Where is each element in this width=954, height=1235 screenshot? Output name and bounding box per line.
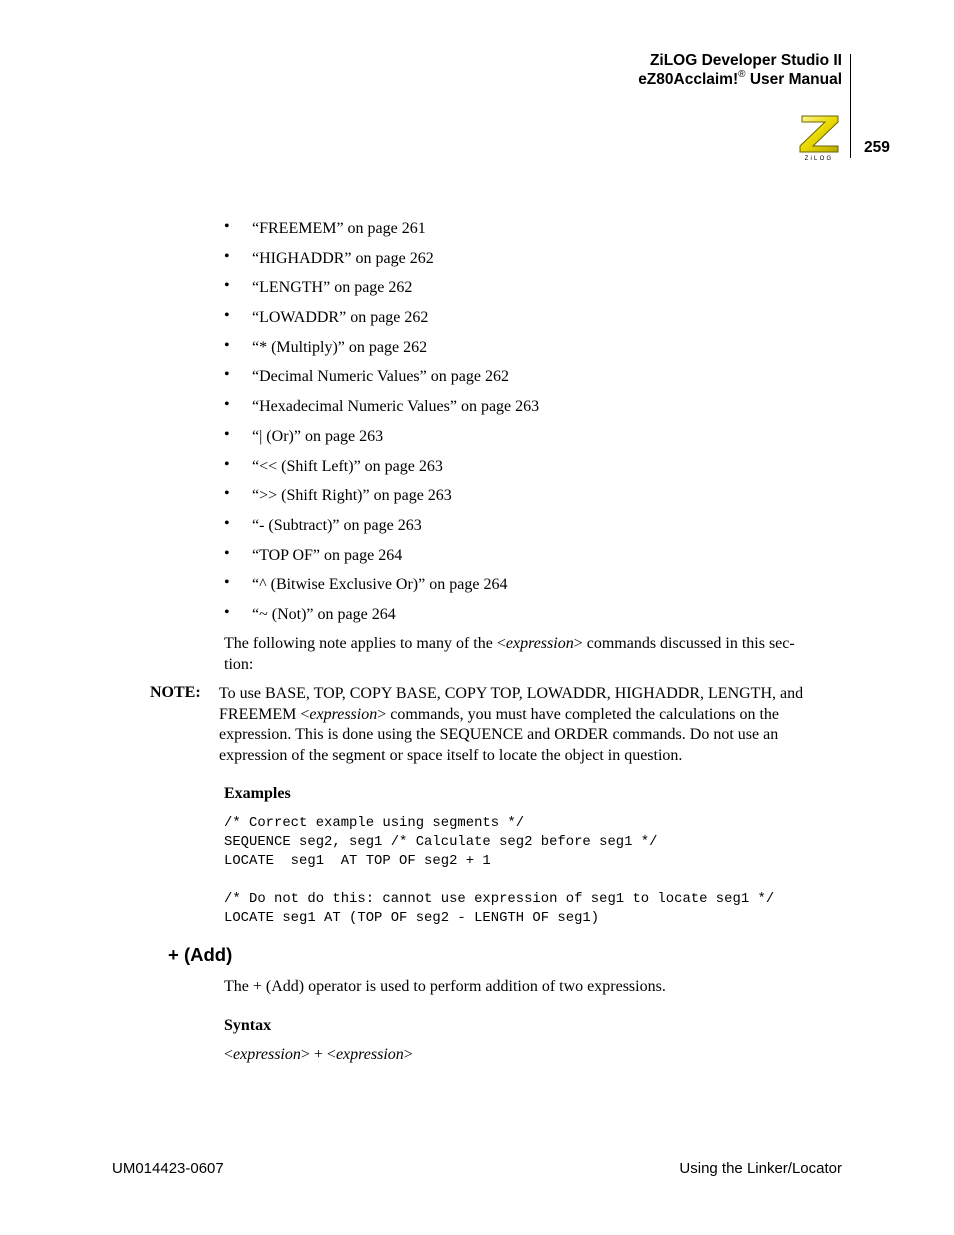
cross-reference-link[interactable]: “FREEMEM” on page 261 [252, 220, 426, 237]
bullet-icon: • [224, 485, 230, 503]
syntax-heading: Syntax [224, 1017, 272, 1034]
bullet-icon: • [224, 425, 230, 443]
footer-doc-id: UM014423-0607 [112, 1160, 224, 1177]
add-section-heading: + (Add) [168, 944, 233, 965]
cross-reference-link[interactable]: “| (Or)” on page 263 [252, 427, 384, 445]
cross-reference-link[interactable]: “Decimal Numeric Values” on page 262 [252, 368, 509, 386]
footer-section-title: Using the Linker/Locator [679, 1160, 842, 1177]
cross-reference-link[interactable]: “LOWADDR” on page 262 [252, 309, 429, 327]
bullet-icon: • [224, 455, 230, 473]
manual-title-line2 [638, 71, 842, 89]
cross-reference-link[interactable]: “~ (Not)” on page 264 [252, 605, 396, 623]
code-example: /* Correct example using segments */ SEQUENCE seg2, seg1 /* Calculate seg2 before seg1 */ LOCATE seg1 AT TOP OF seg2 + 1 /* Do not do this: cannot use expression of seg1 to locate seg1 */ LOCATE seg1 AT (TOP OF seg2 - LENGTH OF seg1) [224, 815, 775, 926]
cross-reference-link[interactable]: “>> (Shift Right)” on page 263 [252, 487, 452, 505]
zilog-logo [796, 113, 842, 161]
cross-reference-link[interactable]: “<< (Shift Left)” on page 263 [252, 457, 443, 475]
bullet-icon: • [224, 366, 230, 384]
manual-type: User Manual [749, 71, 842, 88]
cross-reference-link[interactable]: “LENGTH” on page 262 [252, 279, 413, 297]
examples-heading: Examples [224, 785, 291, 802]
cross-reference-link[interactable]: “Hexadecimal Numeric Values” on page 263 [252, 398, 540, 416]
cross-reference-link[interactable]: “* (Multiply)” on page 262 [252, 338, 428, 356]
manual-title-line1: ZiLOG Developer Studio II [649, 52, 842, 69]
cross-reference-link[interactable]: “TOP OF” on page 264 [252, 546, 403, 564]
note-label: NOTE: [150, 684, 201, 701]
intro-paragraph: The following note applies to many of the <expression> commands discussed in this sec- tion: [224, 635, 795, 673]
bullet-icon: • [224, 277, 230, 295]
bullet-icon: • [224, 336, 230, 354]
bullet-icon: • [224, 574, 230, 592]
logo-wordmark: ZiLOG [804, 156, 834, 161]
bullet-icon: • [224, 218, 230, 235]
bullet-icon: • [224, 544, 230, 562]
header-divider [850, 54, 851, 158]
cross-reference-link[interactable]: “- (Subtract)” on page 263 [252, 516, 422, 534]
product-name: eZ80Acclaim! [638, 71, 739, 88]
bullet-icon: • [224, 514, 230, 532]
cross-reference-link[interactable]: “^ (Bitwise Exclusive Or)” on page 264 [252, 576, 508, 594]
bullet-icon: • [224, 307, 230, 325]
bullet-icon: • [224, 247, 230, 265]
cross-reference-link[interactable]: “HIGHADDR” on page 262 [252, 249, 434, 267]
page-number: 259 [864, 139, 890, 156]
note-body: To use BASE, TOP, COPY BASE, COPY TOP, LOWADDR, HIGHADDR, LENGTH, and FREEMEM <expression> commands, you must have completed the calculations on the expression. This is done using the SEQUENCE and ORDER commands. Do not use an expression of the segment or space itself to locate the object in question. [219, 685, 804, 764]
bullet-icon: • [224, 603, 230, 621]
syntax-line: <expression> + <expression> [224, 1046, 413, 1063]
add-description: The + (Add) operator is used to perform addition of two expressions. [224, 978, 666, 995]
registered-mark: ® [738, 69, 746, 80]
bullet-icon: • [224, 396, 230, 414]
